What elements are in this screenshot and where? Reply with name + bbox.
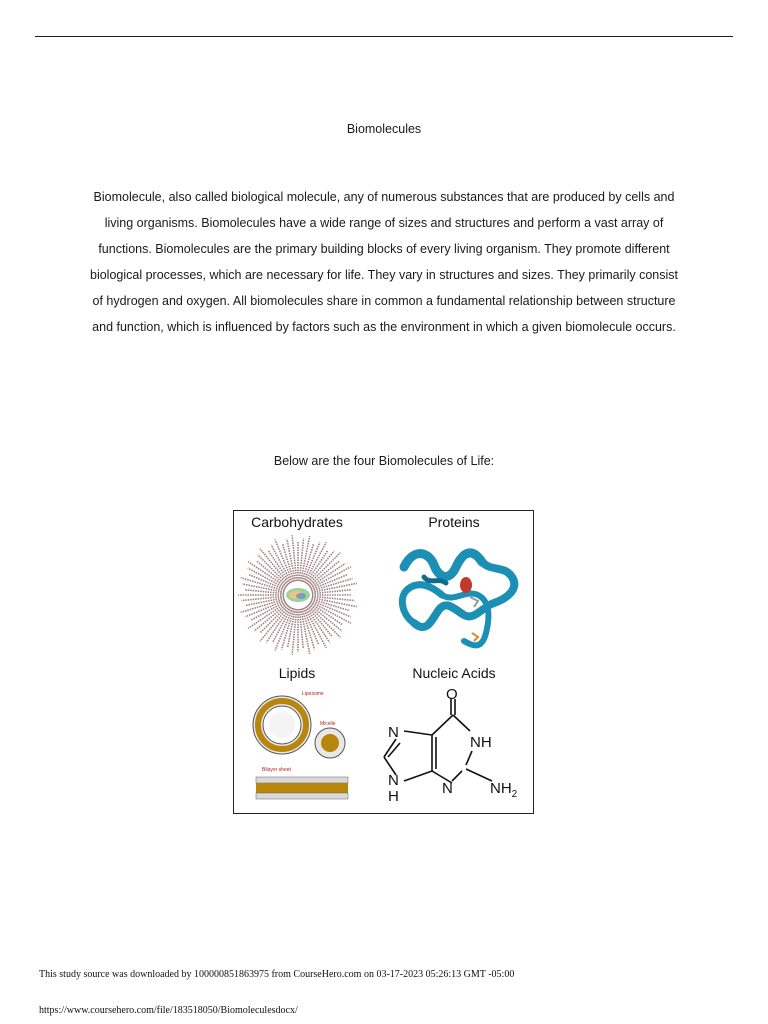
- label-nucleic-acids: Nucleic Acids: [412, 665, 496, 681]
- atom-o: O: [446, 687, 458, 703]
- label-carbohydrates: Carbohydrates: [251, 514, 343, 530]
- biomolecules-figure: [233, 510, 534, 814]
- micelle-label: Micelle: [320, 721, 336, 727]
- bilayer-label: Bilayer sheet: [262, 767, 291, 773]
- atom-n-top: N: [388, 724, 399, 741]
- document-title: Biomolecules: [346, 122, 422, 136]
- footer-source-note: This study source was downloaded by 100000851863975 from CourseHero.com on 03-17-2023 05:26:13 GMT -05:00: [39, 969, 515, 980]
- body-paragraph: Biomolecule, also called biological molecule, any of numerous substances that are produced by cells and living organisms. Biomolecules have a wide range of sizes and structures and perform a vast array of functions. Biomolecules are the primary building blocks of every living organism. They promote different biological processes, which are necessary for life. They vary in structures and sizes. They primarily consist of hydrogen and oxygen. All biomolecules share in common a fundamental relationship between structure and function, which is influenced by factors such as the environment in which a given biomolecule occurs.: [90, 190, 678, 334]
- label-lipids: Lipids: [278, 665, 316, 681]
- footer-url[interactable]: https://www.coursehero.com/file/183518050/Biomoleculesdocx/: [39, 1005, 298, 1016]
- lipid-structures-image: [248, 685, 358, 805]
- guanine-structure-image: [374, 687, 534, 809]
- liposome-label: Liposome: [302, 691, 324, 697]
- carbohydrate-glycogen-image: [238, 533, 358, 657]
- atom-n-bottom: N: [442, 780, 453, 797]
- header-rule: [35, 36, 733, 37]
- protein-ribbon-image: [394, 537, 524, 653]
- label-proteins: Proteins: [428, 514, 480, 530]
- figure-intro: Below are the four Biomolecules of Life:: [273, 454, 495, 468]
- atom-n-left: N: [388, 772, 399, 789]
- atom-h: H: [388, 788, 399, 805]
- atom-nh2: $NH_2$: [490, 780, 518, 800]
- atom-nh: NH: [470, 734, 492, 751]
